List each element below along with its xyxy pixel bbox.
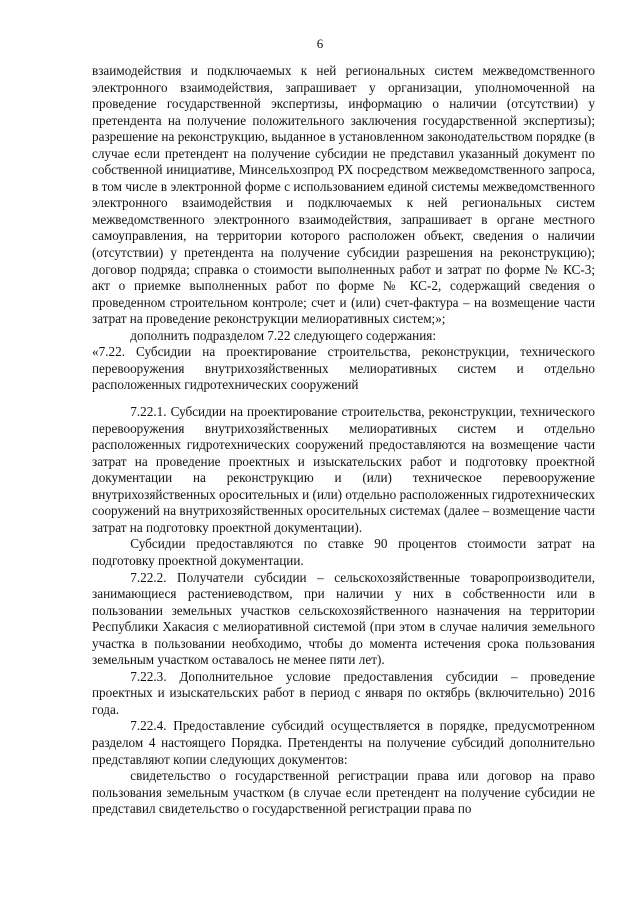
paragraph-7-22-1: 7.22.1. Субсидии на проектирование строительства, реконструкции, технического перевооружения внутрихозяйственных мелиоративных систем и отдельно расположенных гидротехнических сооружений предоставляются на возмещение части затрат на проведение проектных и изыскательских работ и подготовку проектной документации на реконструкцию и (или) техническое перевооружение внутрихозяйственных оросительных и (или) отдельно расположенных гидротехнических сооружений на внутрихозяйственных оросительных системах (далее – возмещение части затрат на подготовку проектной документации). — [92, 404, 595, 535]
paragraph-7-22-4: 7.22.4. Предоставление субсидий осуществляется в порядке, предусмотренном разделом 4 настоящего Порядка. Претенденты на получение субсидий дополнительно представляют копии следующих документов: — [92, 718, 595, 767]
document-body — [92, 63, 595, 818]
paragraph-subsidy-rate: Субсидии предоставляются по ставке 90 процентов стоимости затрат на подготовку проектной документации. — [92, 536, 595, 568]
paragraph-7-22-2: 7.22.2. Получатели субсидии – сельскохозяйственные товаропроизводители, занимающиеся растениеводством, при наличии у них в собственности или в пользовании земельных участков сельскохозяйственного назначения на территории Республики Хакасия с мелиоративной системой (при этом в случае наличия земельного участка в пользовании необходимо, чтобы до момента истечения срока пользования земельным участком оставалось не менее пяти лет). — [92, 569, 595, 668]
section-heading: «7.22. Субсидии на проектирование строительства, реконструкции, технического перевооружения внутрихозяйственных мелиоративных систем и отдельно расположенных гидротехнических сооружений — [92, 344, 595, 393]
paragraph-continuation: взаимодействия и подключаемых к ней региональных систем межведомственного электронного взаимодействия, запрашивает у организации, уполномоченной на проведение государственной экспертизы, информацию о наличии (отсутствии) у претендента на получение положительного заключения государственной экспертизы); разрешение на реконструкцию, выданное в установленном законодательством порядке (в случае если претендент на получение субсидии не представил указанный документ по собственной инициативе, Минсельхозпрод РХ посредством межведомственного запроса, в том числе в электронной форме с использованием единой системы межведомственного электронного взаимодействия и подключаемых к ней региональных систем межведомственного электронного взаимодействия, запрашивает в органе местного самоуправления, на территории которого расположен объект, сведения о наличии (отсутствии) у претендента на получение субсидии разрешения на реконструкцию); договор подряда; справка о стоимости выполненных работ и затрат по форме № КС-3; акт о приемке выполненных работ по форме № КС-2, содержащий сведения о проведенном строительном контроле; счет и (или) счет-фактура – на возмещение части затрат на проведение реконструкции мелиоративных систем;»; — [92, 63, 595, 327]
paragraph-amendment-instruction: дополнить подразделом 7.22 следующего содержания: — [130, 327, 436, 343]
page-number: 6 — [316, 36, 324, 51]
paragraph-document-list-item: свидетельство о государственной регистрации права или договор на право пользования земельным участком (в случае если претендент на получение субсидии не представил свидетельство о государственной регистрации права по — [92, 768, 595, 817]
paragraph-7-22-3: 7.22.3. Дополнительное условие предоставления субсидии – проведение проектных и изыскательских работ в период с января по октябрь (включительно) 2016 года. — [92, 668, 595, 717]
